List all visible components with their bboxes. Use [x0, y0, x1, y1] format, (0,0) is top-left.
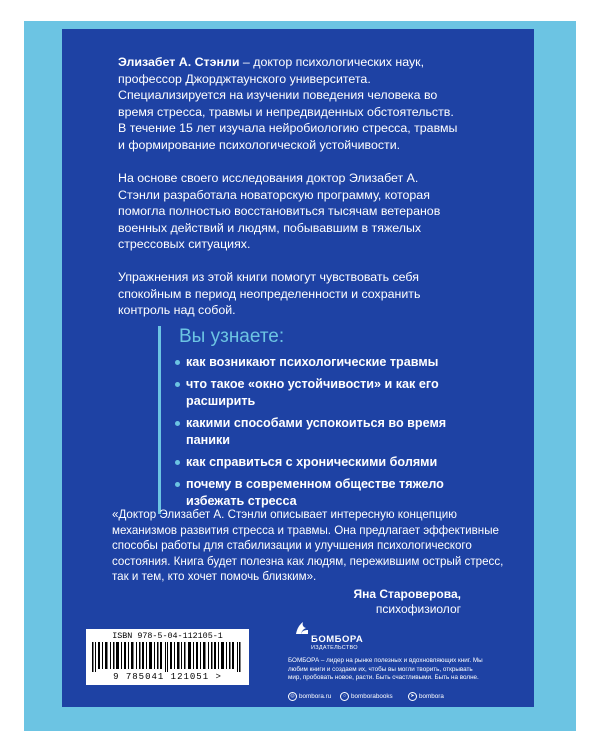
quote-attribution	[353, 587, 461, 617]
isbn-barcode	[86, 629, 249, 685]
barcode-digits: 9 785041 121051 >	[113, 672, 222, 682]
social-link[interactable]	[408, 692, 444, 701]
review-quote: «Доктор Элизабет А. Стэнли описывает интересную концепцию механизмов развития стресса и травмы. Она предлагает эффективные способы работы для стабилизации и улучшения психологического состояния. Книга будет полезна как людям, пережившим острый стресс, так и тем, кто хочет помочь близким».	[112, 508, 504, 584]
bullet-icon	[175, 421, 180, 426]
learn-item	[175, 354, 465, 370]
author-bio-text: – доктор психологических наук, профессор Джорджтаунского университета. Специализируется на изучении поведения человека во время стресса, травмы и непредвиденных обстоятельств. В течение 15 лет изучала нейробиологию стресса, травмы и формирование психологической устойчивости.	[118, 55, 458, 152]
bullet-icon	[175, 460, 180, 465]
publisher-logo	[294, 620, 364, 662]
social-label: bombora	[419, 693, 444, 700]
learn-item	[175, 415, 465, 448]
learn-item-text: почему в современном обществе тяжело избежать стресса	[186, 477, 444, 508]
learn-item-text: как справиться с хроническими болями	[186, 455, 438, 470]
learn-list	[175, 354, 465, 515]
learn-section	[158, 326, 461, 514]
bombora-logo-icon	[294, 620, 310, 636]
learn-heading: Вы узнаете:	[179, 326, 285, 347]
learn-item	[175, 476, 465, 509]
author-bio	[118, 54, 458, 154]
bullet-icon	[175, 360, 180, 365]
learn-item-text: что такое «окно устойчивости» и как его расширить	[186, 377, 439, 408]
globe-icon: ◎	[288, 692, 297, 701]
social-link[interactable]	[340, 692, 393, 701]
bullet-icon	[175, 382, 180, 387]
back-cover	[62, 29, 534, 707]
barcode-icon	[92, 642, 243, 672]
publisher-sub: ИЗДАТЕЛЬСТВО	[311, 645, 358, 651]
author-name: Элизабет А. Стэнли	[118, 55, 240, 69]
learn-item	[175, 454, 465, 470]
learn-item	[175, 376, 465, 409]
social-label: bomborabooks	[351, 693, 393, 700]
social-link[interactable]	[288, 692, 331, 701]
isbn-text: ISBN 978-5-04-112105-1	[112, 631, 223, 641]
research-paragraph: На основе своего исследования доктор Элизабет А. Стэнли разработала новаторскую программу, которая помогла полностью восстановиться тысячам ветеранов военных действий и людям, побывавшим в тяжелых стрессовых ситуациях.	[118, 171, 441, 252]
learn-item-text: как возникают психологические травмы	[186, 355, 439, 369]
social-links	[288, 692, 484, 702]
publisher-name: БОМБОРА	[311, 634, 364, 645]
quote-author-name: Яна Староверова,	[353, 587, 461, 601]
quote-author-role: психофизиолог	[375, 602, 461, 616]
learn-item-text: какими способами успокоиться во время паники	[186, 416, 447, 447]
social-label: bombora.ru	[299, 693, 332, 700]
publisher-text: БОМБОРА – лидер на рынке полезных и вдохновляющих книг. Мы любим книги и создаем их, чтобы вы могли творить, открывать мир, пробовать новое, расти. Быть счастливыми. Быть на волне.	[288, 657, 483, 682]
instagram-icon: ○	[340, 692, 349, 701]
bullet-icon	[175, 482, 180, 487]
exercises-paragraph: Упражнения из этой книги помогут чувствовать себя спокойным в период неопределенности и сохранить контроль над собой.	[118, 270, 421, 318]
vk-telegram-icon: ➤	[408, 692, 417, 701]
